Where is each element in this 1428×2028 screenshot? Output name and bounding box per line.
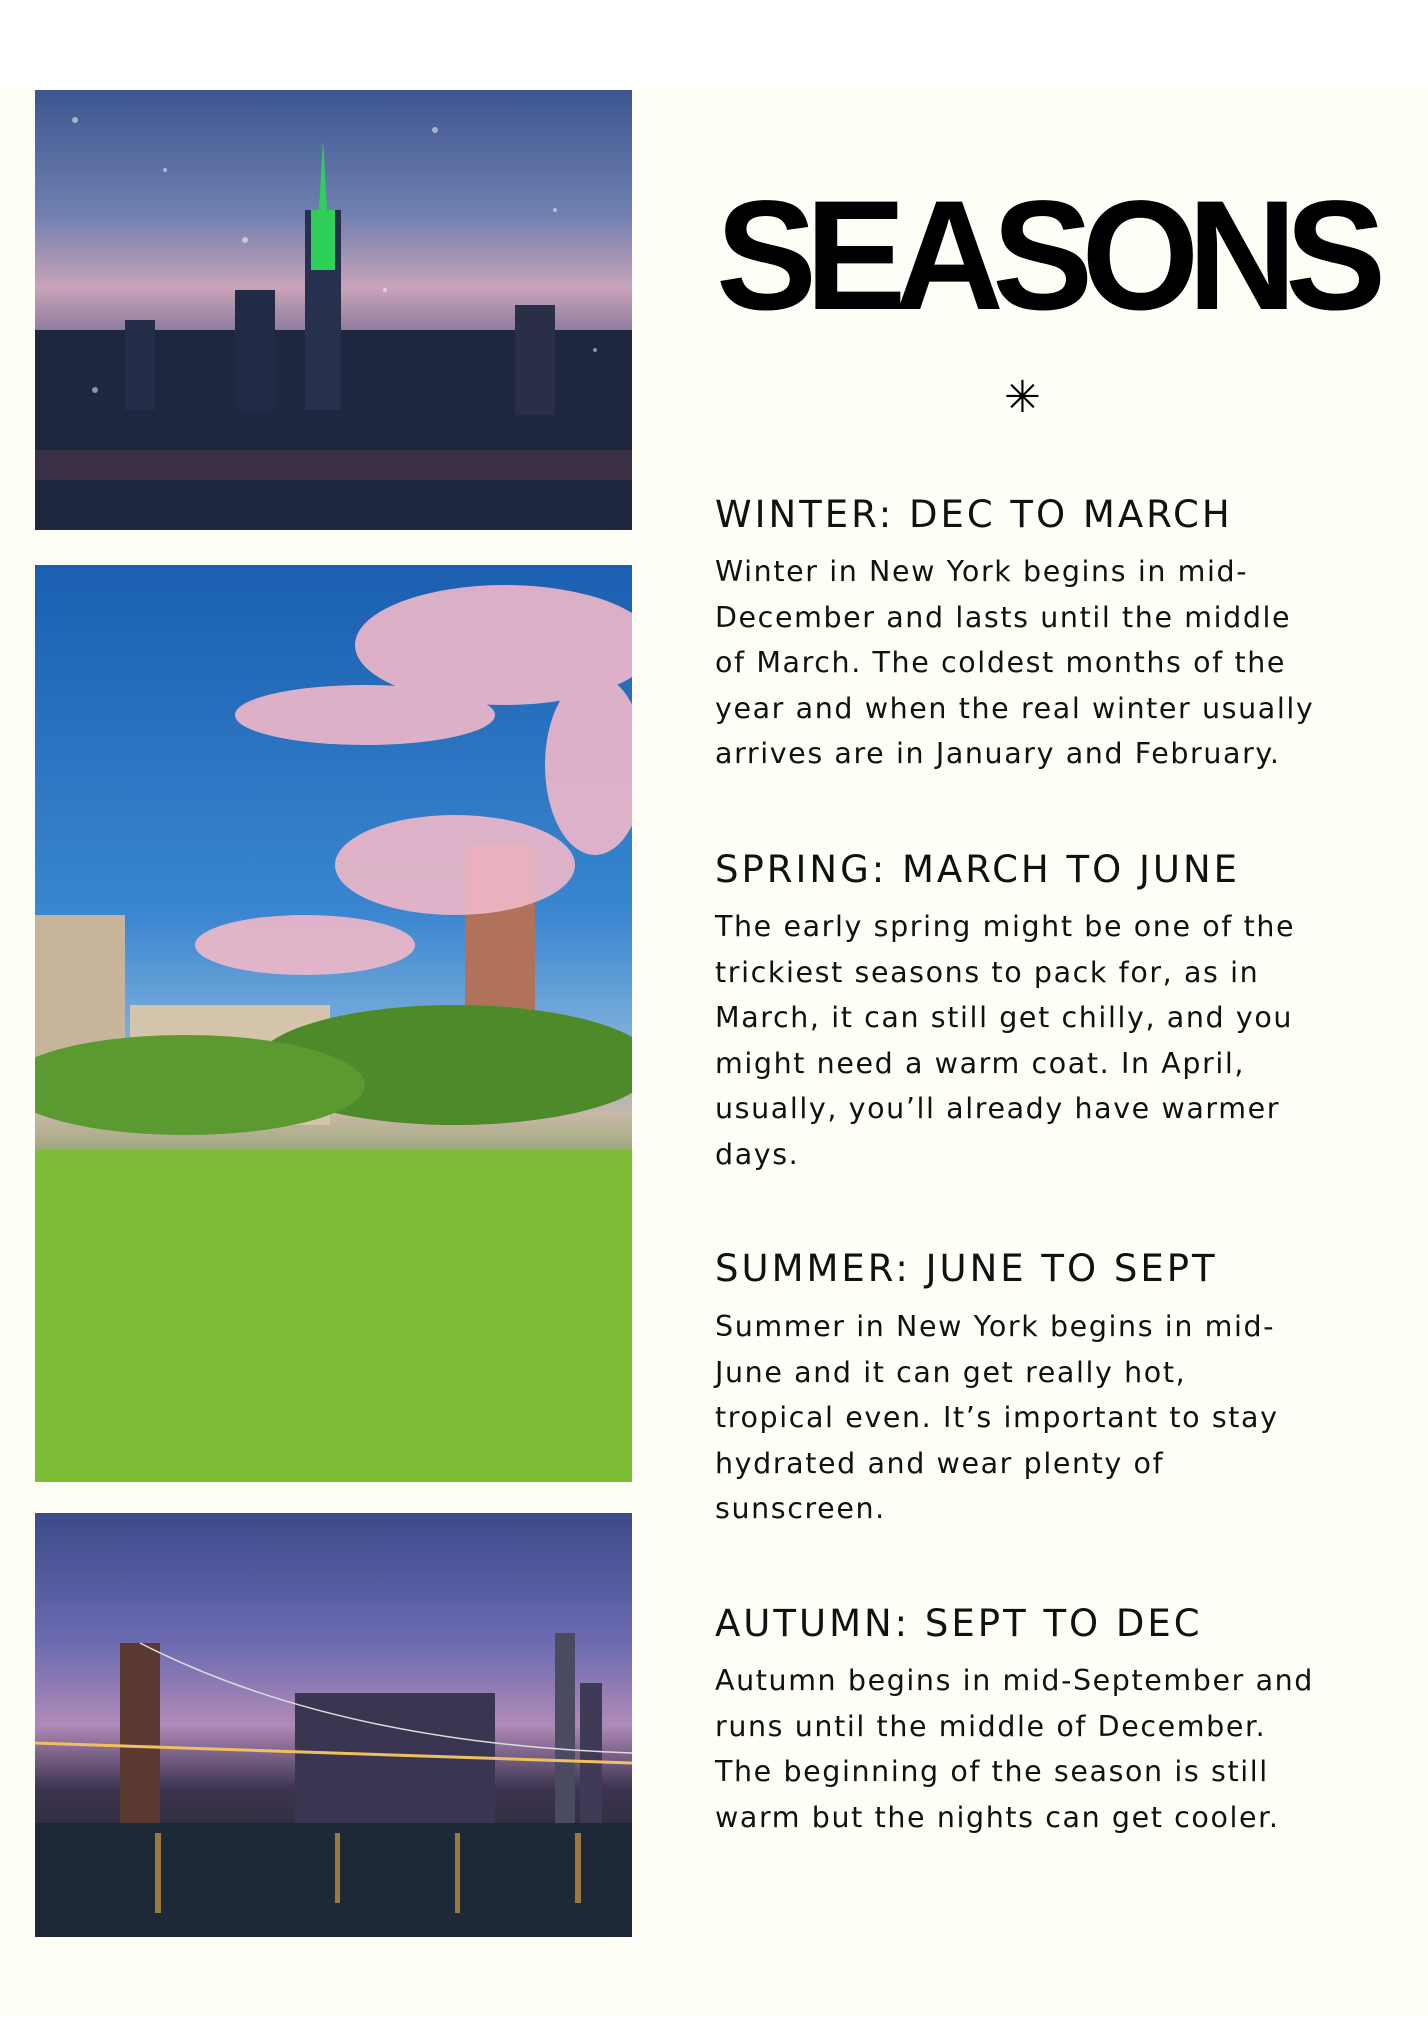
bridge-skyline-illustration [35,1513,632,1937]
body-line: might need a warm coat. In April, [715,1046,1246,1080]
spring-photo [35,565,632,1482]
body-line: arrives are in January and February. [715,737,1281,770]
body-line: Winter in New York begins in mid- [715,555,1249,588]
spring-body [715,904,1295,1177]
body-line: of March. The coldest months of the [715,646,1287,679]
autumn-body [715,1658,1314,1840]
body-line: year and when the real winter usually [715,691,1315,725]
spring-park-illustration [35,565,632,1482]
winter-skyline-illustration [35,90,632,530]
body-line: sunscreen. [715,1492,886,1525]
body-line: runs until the middle of December. [715,1709,1267,1743]
body-line: Summer in New York begins in mid- [715,1310,1276,1343]
winter-body [715,549,1314,777]
page-title: SEASONS [716,169,1375,343]
winter-heading: WINTER: DEC TO MARCH [715,493,1233,536]
body-line: days. [715,1137,800,1171]
autumn-heading: AUTUMN: SEPT TO DEC [715,1602,1203,1645]
autumn-photo [35,1513,632,1937]
body-line: The beginning of the season is still [715,1755,1269,1788]
body-line: Autumn begins in mid-September and [715,1664,1314,1697]
body-line: hydrated and wear plenty of [715,1446,1165,1480]
body-line: warm but the nights can get cooler. [715,1800,1280,1834]
body-line: trickiest seasons to pack for, as in [715,955,1260,989]
spring-heading: SPRING: MARCH TO JUNE [715,848,1241,891]
body-line: December and lasts until the middle [715,600,1292,634]
summer-body [715,1304,1279,1532]
body-line: The early spring might be one of the [715,910,1296,943]
winter-photo [35,90,632,530]
summer-heading: SUMMER: JUNE TO SEPT [715,1247,1218,1290]
body-line: June and it can get really hot, [715,1355,1187,1389]
body-line: March, it can still get chilly, and you [715,1001,1294,1034]
asterisk-icon: ✳ [1004,372,1041,423]
body-line: tropical even. It’s important to stay [715,1401,1279,1434]
body-line: usually, you’ll already have warmer [715,1092,1281,1125]
